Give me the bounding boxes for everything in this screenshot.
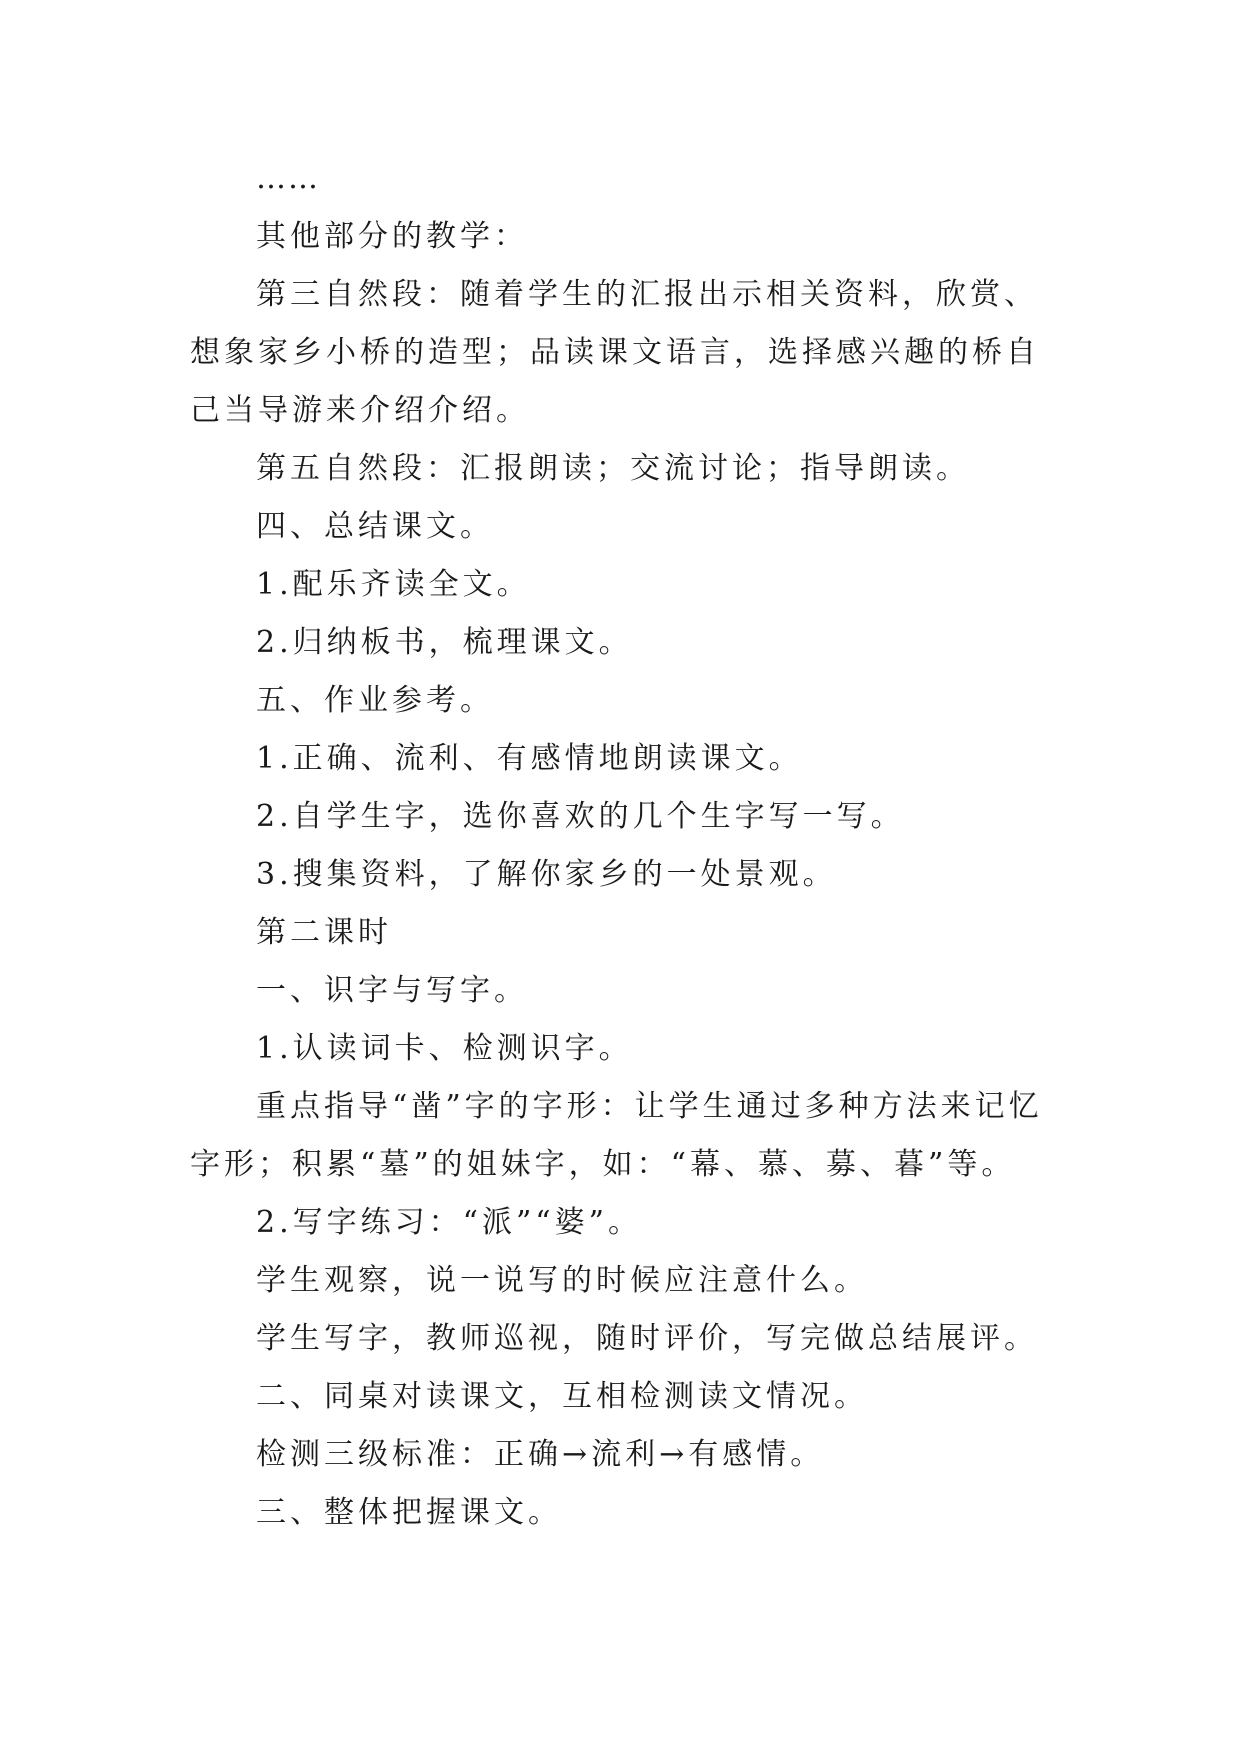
paragraph-key-guidance: 重点指导“凿”字的字形：让学生通过多种方法来记忆字形；积累“墓”的姐妹字，如：“幕、慕、募、暮”等。: [190, 1089, 1043, 1182]
paragraph-observe: 学生观察，说一说写的时候应注意什么。: [256, 1263, 868, 1298]
list-item: 1.配乐齐读全文。: [256, 567, 531, 602]
list-item: 1.正确、流利、有感情地朗读课文。: [256, 741, 803, 776]
paragraph-writing: 学生写字，教师巡视，随时评价，写完做总结展评。: [256, 1321, 1038, 1356]
list-item: 2.自学生字，选你喜欢的几个生字写一写。: [256, 799, 905, 834]
paragraph-third-section: 第三自然段：随着学生的汇报出示相关资料，欣赏、想象家乡小桥的造型；品读课文语言，选择感兴趣的桥自己当导游来介绍介绍。: [190, 277, 1040, 428]
heading-homework: 五、作业参考。: [256, 683, 494, 718]
heading-overall-grasp: 三、整体把握课文。: [256, 1495, 562, 1530]
list-item: 2.写字练习：“派”“婆”。: [256, 1205, 642, 1240]
paragraph-fifth-section: 第五自然段：汇报朗读；交流讨论；指导朗读。: [256, 451, 970, 486]
heading-second-lesson: 第二课时: [256, 915, 392, 950]
list-item: 3.搜集资料，了解你家乡的一处景观。: [256, 857, 837, 892]
document-page: [190, 150, 1050, 1542]
list-item: 1.认读词卡、检测识字。: [256, 1031, 633, 1066]
paragraph-other-parts: 其他部分的教学：: [256, 219, 528, 254]
paragraph-standards: 检测三级标准：正确→流利→有感情。: [256, 1437, 825, 1472]
ellipsis-line: ……: [256, 161, 320, 196]
heading-literacy: 一、识字与写字。: [256, 973, 528, 1008]
heading-summary: 四、总结课文。: [256, 509, 494, 544]
list-item: 2.归纳板书，梳理课文。: [256, 625, 633, 660]
heading-partner-reading: 二、同桌对读课文，互相检测读文情况。: [256, 1379, 868, 1414]
